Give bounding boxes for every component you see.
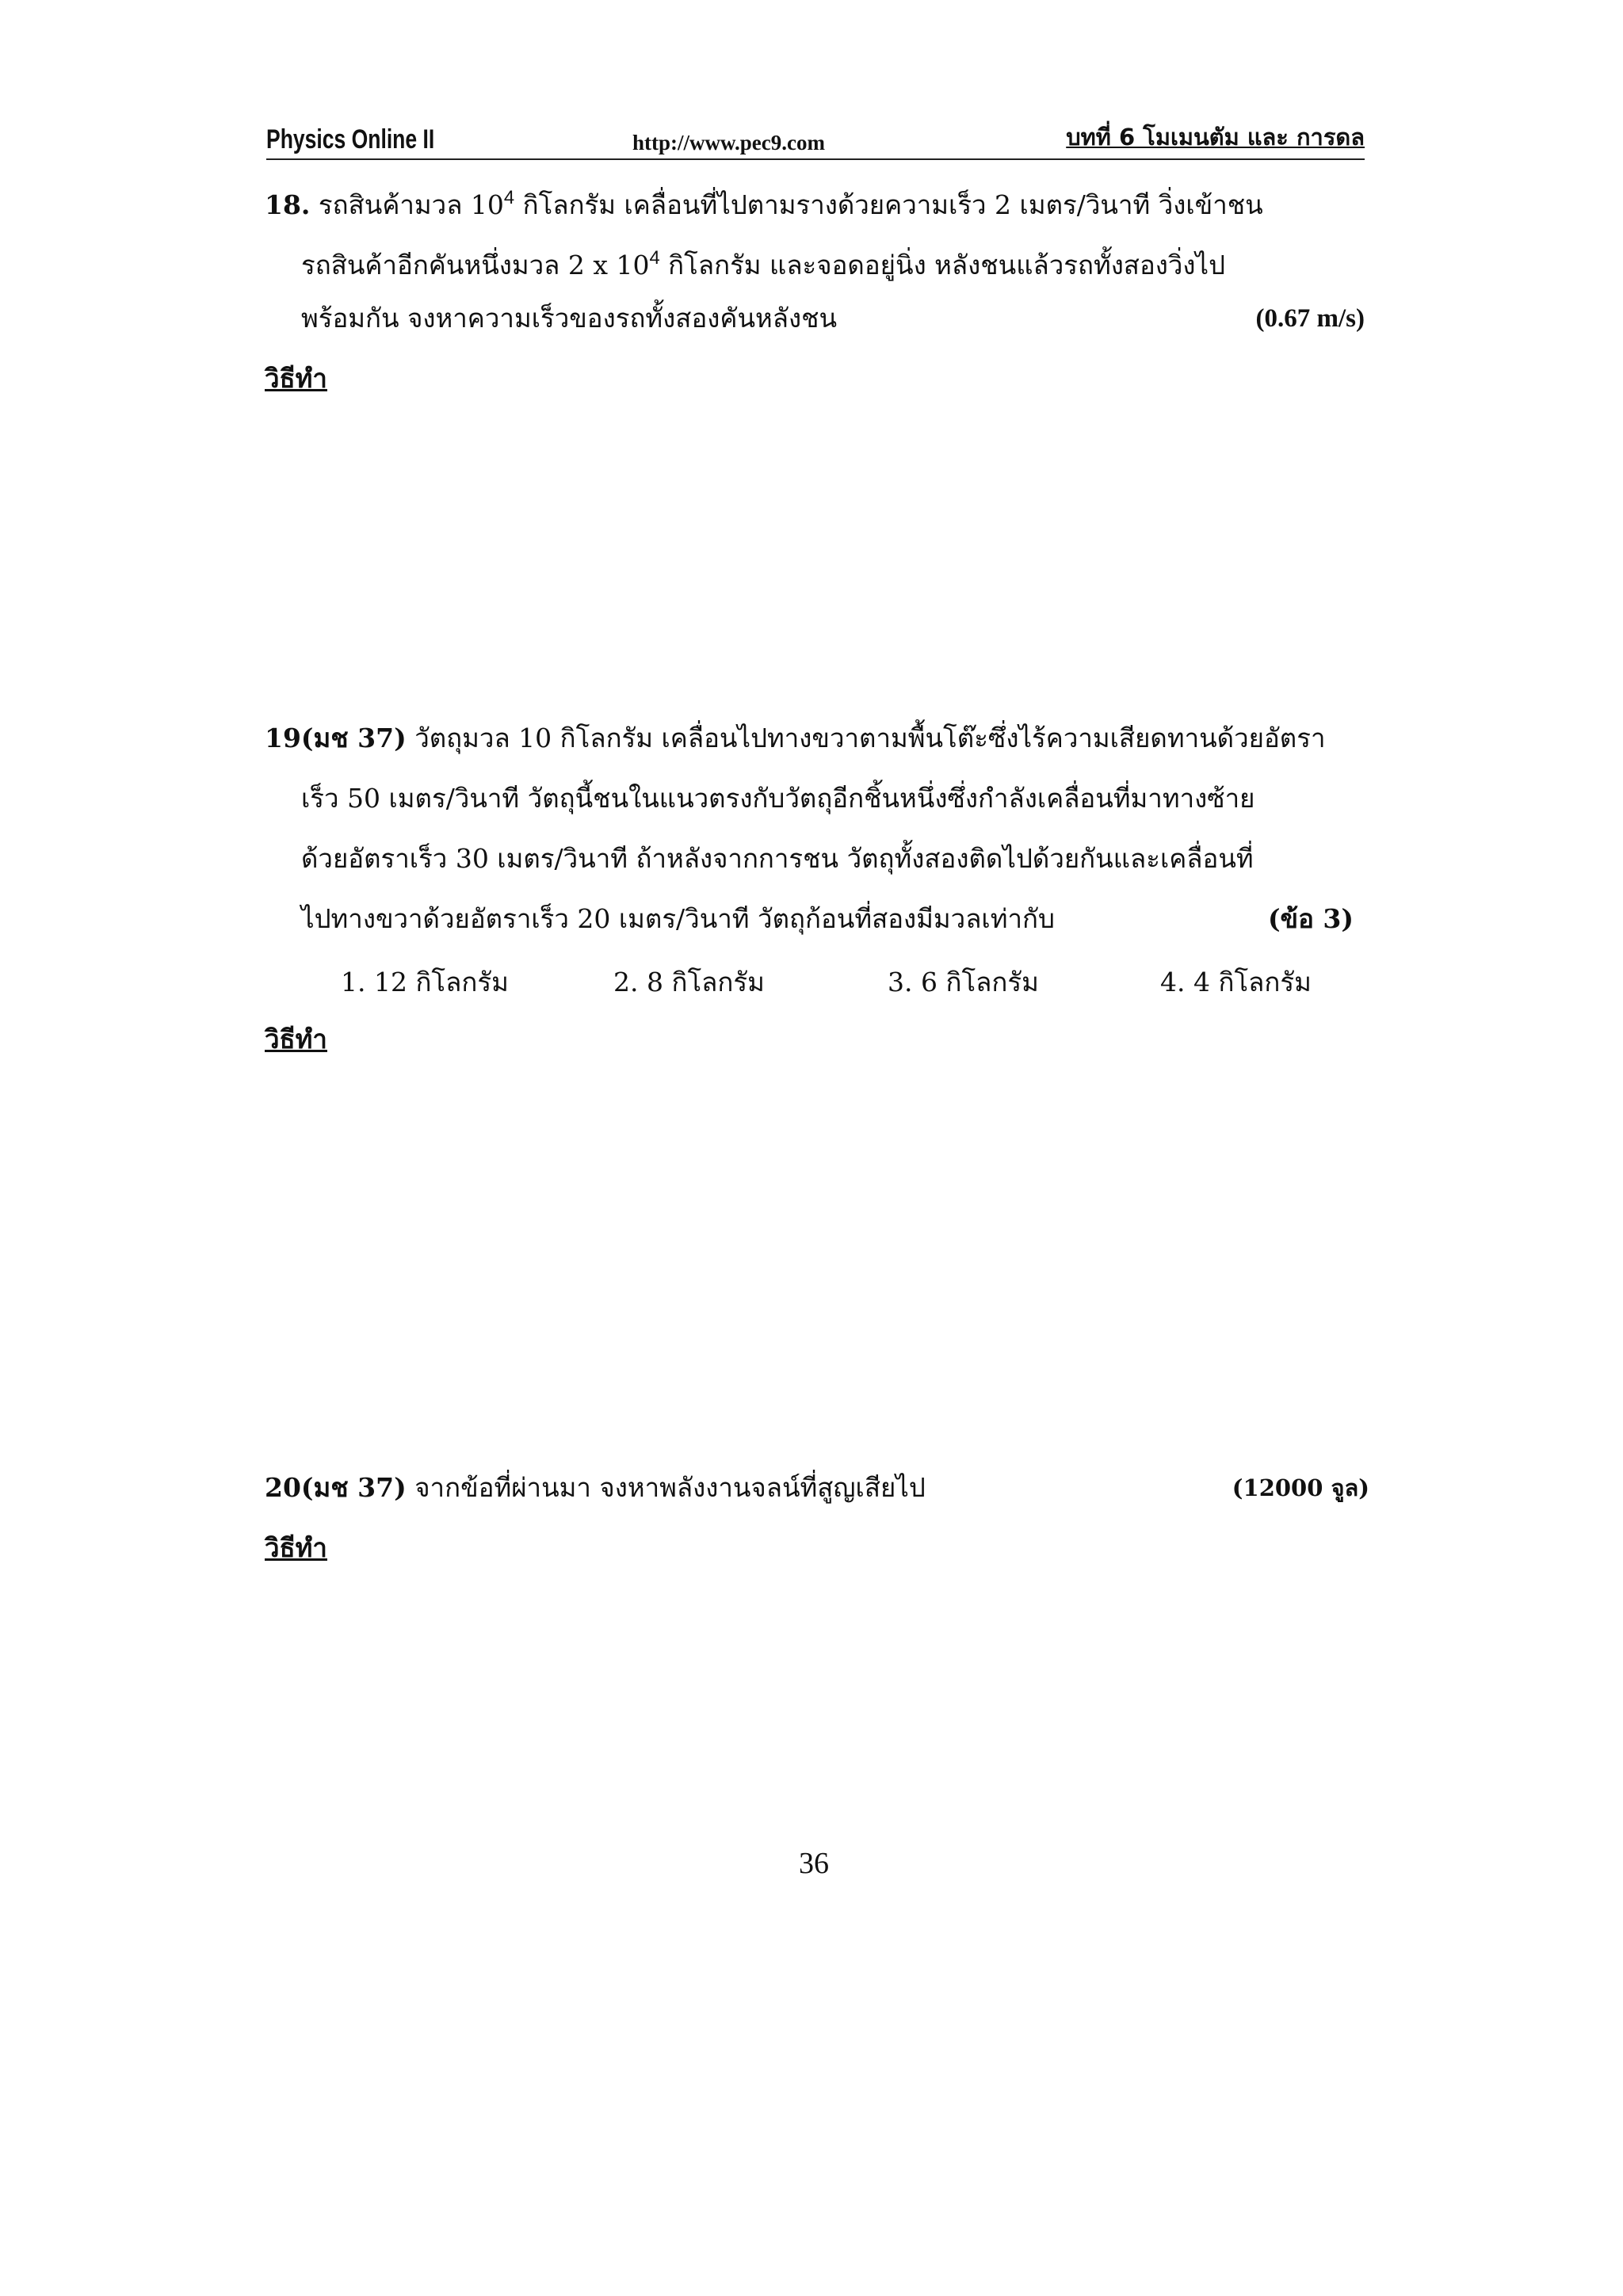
header-url: http://www.pec9.com bbox=[632, 131, 825, 154]
page-number: 36 bbox=[799, 1847, 829, 1880]
q18-line2-b: กิโลกรัม และจอดอยู่นิ่ง หลังชนแล้วรถทั้งสองวิ่งไป bbox=[668, 250, 1226, 281]
q18-line-2 bbox=[301, 241, 1225, 283]
q20-method-label: วิธีทำ bbox=[265, 1532, 327, 1563]
q18-answer: (0.67 m/s) bbox=[1255, 304, 1365, 333]
q19-choice-1: 1. 12 กิโลกรัม bbox=[341, 967, 509, 997]
q19-line-3: ด้วยอัตราเร็ว 30 เมตร/วินาที ถ้าหลังจากการชน วัตถุทั้งสองติดไปด้วยกันและเคลื่อนที่ bbox=[301, 843, 1254, 874]
q19-line1-text: วัตถุมวล 10 กิโลกรัม เคลื่อนไปทางขวาตามพื้นโต๊ะซึ่งไร้ความเสียดทานด้วยอัตรา bbox=[414, 723, 1326, 753]
q20-text: จากข้อที่ผ่านมา จงหาพลังงานจลน์ที่สูญเสียไป bbox=[414, 1472, 926, 1503]
q19-line-2: เร็ว 50 เมตร/วินาที วัตถุนี้ชนในแนวตรงกับวัตถุอีกชิ้นหนึ่งซึ่งกำลังเคลื่อนที่มาทางซ้าย bbox=[301, 783, 1255, 814]
page-header bbox=[266, 125, 1365, 160]
q19-method-label: วิธีทำ bbox=[265, 1024, 327, 1055]
q19-number: 19(มช 37) bbox=[265, 723, 407, 753]
q20-answer: (12000 จูล) bbox=[1232, 1474, 1369, 1501]
q19-answer: (ข้อ 3) bbox=[1267, 903, 1354, 934]
q18-line-1 bbox=[265, 181, 1263, 223]
q18-line1-exp: 4 bbox=[503, 187, 515, 208]
q20-number: 20(มช 37) bbox=[265, 1472, 407, 1503]
header-title: Physics Online II bbox=[266, 124, 435, 154]
q19-choice-4: 4. 4 กิโลกรัม bbox=[1160, 967, 1312, 997]
q18-line1-a: รถสินค้ามวล 10 bbox=[318, 189, 504, 221]
q19-choice-2: 2. 8 กิโลกรัม bbox=[613, 967, 765, 997]
q18-line1-b: กิโลกรัม เคลื่อนที่ไปตามรางด้วยความเร็ว 2 เมตร/วินาที วิ่งเข้าชน bbox=[522, 189, 1263, 221]
q18-line2-a: รถสินค้าอีกคันหนึ่งมวล 2 x 10 bbox=[301, 250, 650, 281]
q18-method-label: วิธีทำ bbox=[265, 363, 327, 394]
q18-line2-exp: 4 bbox=[649, 247, 660, 269]
q19-choice-3: 3. 6 กิโลกรัม bbox=[888, 967, 1039, 997]
q20-line-1 bbox=[265, 1470, 926, 1505]
q18-number: 18. bbox=[265, 189, 311, 221]
q19-line-4: ไปทางขวาด้วยอัตราเร็ว 20 เมตร/วินาที วัตถุก้อนที่สองมีมวลเท่ากับ bbox=[301, 903, 1055, 934]
q19-line-1 bbox=[265, 721, 1325, 756]
q18-line-3: พร้อมกัน จงหาความเร็วของรถทั้งสองคันหลังชน bbox=[301, 303, 838, 334]
header-chapter: บทที่ 6 โมเมนตัม และ การดล bbox=[1066, 124, 1365, 151]
